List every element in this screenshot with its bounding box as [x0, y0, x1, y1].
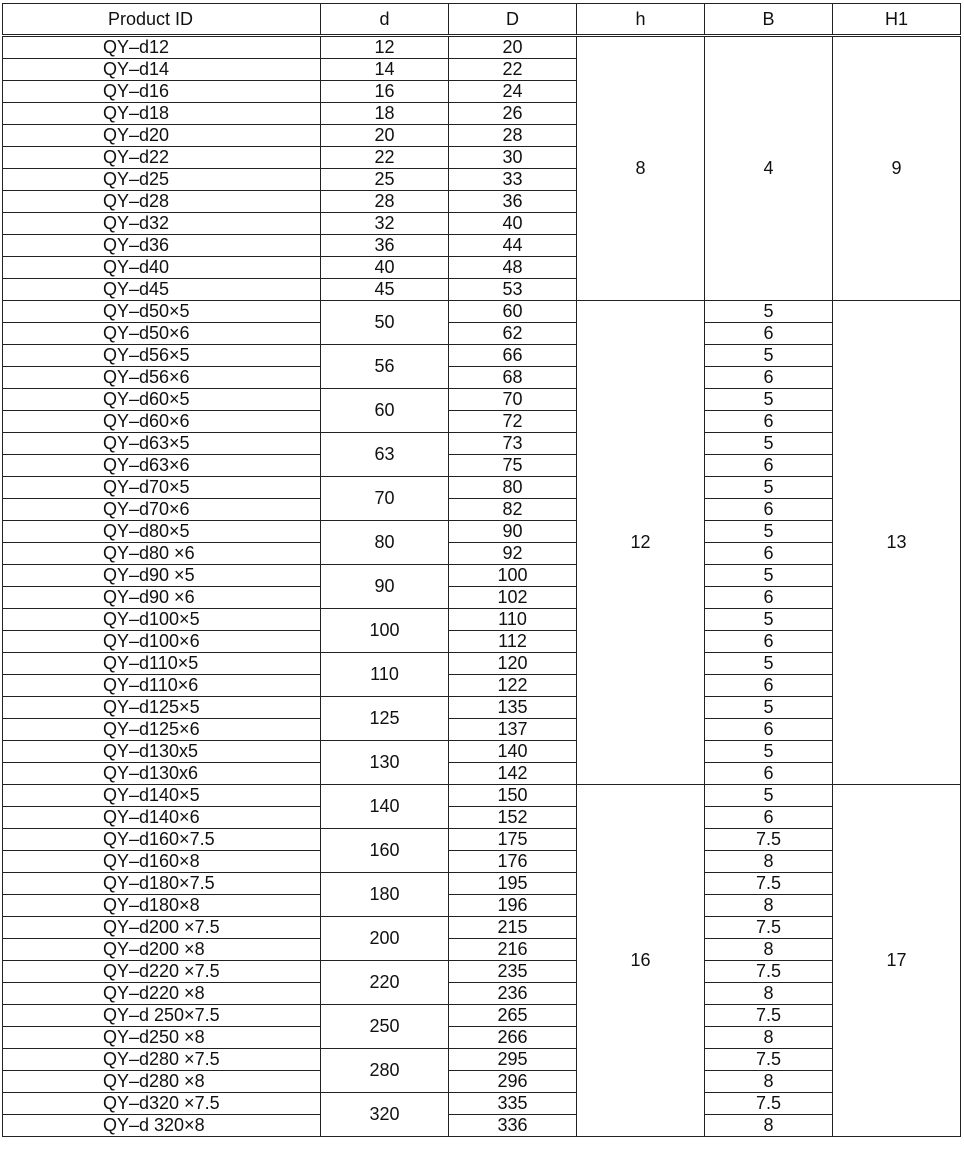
B-cell: 7.5	[705, 1049, 833, 1071]
table-row	[3, 345, 961, 367]
product-id-cell: QY–d56×6	[3, 367, 321, 389]
product-id-cell: QY–d 320×8	[3, 1115, 321, 1137]
B-cell: 5	[705, 521, 833, 543]
product-id-cell: QY–d200 ×7.5	[3, 917, 321, 939]
D-cell: 137	[449, 719, 577, 741]
d-cell: 40	[321, 257, 449, 279]
product-id-cell: QY–d20	[3, 125, 321, 147]
product-id-cell: QY–d36	[3, 235, 321, 257]
d-cell: 140	[321, 785, 449, 829]
D-cell: 62	[449, 323, 577, 345]
table-row	[3, 807, 961, 829]
header-D: D	[449, 4, 577, 36]
B-cell: 5	[705, 389, 833, 411]
d-cell: 36	[321, 235, 449, 257]
header-B: B	[705, 4, 833, 36]
product-id-cell: QY–d180×8	[3, 895, 321, 917]
D-cell: 176	[449, 851, 577, 873]
table-row	[3, 521, 961, 543]
d-cell: 90	[321, 565, 449, 609]
H1-cell: 17	[833, 785, 961, 1137]
product-id-cell: QY–d140×5	[3, 785, 321, 807]
d-cell: 110	[321, 653, 449, 697]
D-cell: 175	[449, 829, 577, 851]
header-h: h	[577, 4, 705, 36]
table-row	[3, 477, 961, 499]
D-cell: 335	[449, 1093, 577, 1115]
d-cell: 200	[321, 917, 449, 961]
product-id-cell: QY–d45	[3, 279, 321, 301]
B-cell: 5	[705, 345, 833, 367]
d-cell: 70	[321, 477, 449, 521]
d-cell: 320	[321, 1093, 449, 1137]
B-cell: 6	[705, 631, 833, 653]
B-cell: 6	[705, 807, 833, 829]
D-cell: 82	[449, 499, 577, 521]
D-cell: 235	[449, 961, 577, 983]
d-cell: 63	[321, 433, 449, 477]
B-cell: 5	[705, 697, 833, 719]
product-id-cell: QY–d130x5	[3, 741, 321, 763]
product-id-cell: QY–d280 ×7.5	[3, 1049, 321, 1071]
D-cell: 216	[449, 939, 577, 961]
d-cell: 45	[321, 279, 449, 301]
D-cell: 196	[449, 895, 577, 917]
B-cell: 8	[705, 983, 833, 1005]
d-cell: 32	[321, 213, 449, 235]
table-row	[3, 939, 961, 961]
B-cell: 6	[705, 367, 833, 389]
D-cell: 60	[449, 301, 577, 323]
product-id-cell: QY–d14	[3, 59, 321, 81]
B-cell: 6	[705, 587, 833, 609]
B-cell: 8	[705, 1071, 833, 1093]
product-id-cell: QY–d80×5	[3, 521, 321, 543]
B-cell: 5	[705, 653, 833, 675]
D-cell: 36	[449, 191, 577, 213]
table-row	[3, 917, 961, 939]
product-id-cell: QY–d70×6	[3, 499, 321, 521]
D-cell: 295	[449, 1049, 577, 1071]
product-id-cell: QY–d18	[3, 103, 321, 125]
table-row	[3, 455, 961, 477]
product-id-cell: QY–d100×6	[3, 631, 321, 653]
header-d: d	[321, 4, 449, 36]
B-cell: 6	[705, 455, 833, 477]
d-cell: 80	[321, 521, 449, 565]
D-cell: 110	[449, 609, 577, 631]
D-cell: 142	[449, 763, 577, 785]
D-cell: 33	[449, 169, 577, 191]
B-cell: 5	[705, 565, 833, 587]
table-row	[3, 895, 961, 917]
B-cell: 8	[705, 1027, 833, 1049]
product-id-cell: QY–d140×6	[3, 807, 321, 829]
B-cell: 5	[705, 433, 833, 455]
D-cell: 68	[449, 367, 577, 389]
header-H1: H1	[833, 4, 961, 36]
table-body	[3, 36, 961, 1137]
D-cell: 73	[449, 433, 577, 455]
D-cell: 120	[449, 653, 577, 675]
product-id-cell: QY–d280 ×8	[3, 1071, 321, 1093]
d-cell: 22	[321, 147, 449, 169]
product-id-cell: QY–d 250×7.5	[3, 1005, 321, 1027]
product-id-cell: QY–d56×5	[3, 345, 321, 367]
product-id-cell: QY–d63×5	[3, 433, 321, 455]
B-cell: 7.5	[705, 829, 833, 851]
product-id-cell: QY–d100×5	[3, 609, 321, 631]
d-cell: 130	[321, 741, 449, 785]
h-cell: 8	[577, 36, 705, 301]
table-row	[3, 719, 961, 741]
D-cell: 122	[449, 675, 577, 697]
product-id-cell: QY–d220 ×8	[3, 983, 321, 1005]
B-cell: 6	[705, 763, 833, 785]
D-cell: 140	[449, 741, 577, 763]
H1-cell: 9	[833, 36, 961, 301]
table-row	[3, 1027, 961, 1049]
table-row	[3, 763, 961, 785]
B-cell: 7.5	[705, 873, 833, 895]
d-cell: 250	[321, 1005, 449, 1049]
d-cell: 16	[321, 81, 449, 103]
product-id-cell: QY–d32	[3, 213, 321, 235]
table-row	[3, 697, 961, 719]
table-row	[3, 961, 961, 983]
product-id-cell: QY–d28	[3, 191, 321, 213]
table-row	[3, 785, 961, 807]
product-id-cell: QY–d25	[3, 169, 321, 191]
d-cell: 12	[321, 36, 449, 59]
B-cell: 5	[705, 301, 833, 323]
D-cell: 66	[449, 345, 577, 367]
table-row	[3, 1005, 961, 1027]
B-cell: 5	[705, 785, 833, 807]
product-id-cell: QY–d220 ×7.5	[3, 961, 321, 983]
table-row	[3, 543, 961, 565]
table-row	[3, 587, 961, 609]
D-cell: 44	[449, 235, 577, 257]
D-cell: 24	[449, 81, 577, 103]
B-cell: 7.5	[705, 961, 833, 983]
D-cell: 28	[449, 125, 577, 147]
product-id-cell: QY–d110×6	[3, 675, 321, 697]
product-id-cell: QY–d16	[3, 81, 321, 103]
D-cell: 92	[449, 543, 577, 565]
D-cell: 100	[449, 565, 577, 587]
B-cell: 7.5	[705, 917, 833, 939]
D-cell: 72	[449, 411, 577, 433]
d-cell: 180	[321, 873, 449, 917]
B-cell: 6	[705, 543, 833, 565]
d-cell: 20	[321, 125, 449, 147]
product-id-cell: QY–d320 ×7.5	[3, 1093, 321, 1115]
product-id-cell: QY–d130x6	[3, 763, 321, 785]
h-cell: 12	[577, 301, 705, 785]
D-cell: 265	[449, 1005, 577, 1027]
product-id-cell: QY–d250 ×8	[3, 1027, 321, 1049]
table-row	[3, 1049, 961, 1071]
D-cell: 40	[449, 213, 577, 235]
B-cell: 8	[705, 851, 833, 873]
B-cell: 6	[705, 719, 833, 741]
D-cell: 236	[449, 983, 577, 1005]
header-product-id: Product ID	[3, 4, 321, 36]
table-row	[3, 1093, 961, 1115]
D-cell: 296	[449, 1071, 577, 1093]
table-row	[3, 1115, 961, 1137]
product-id-cell: QY–d125×6	[3, 719, 321, 741]
D-cell: 90	[449, 521, 577, 543]
product-id-cell: QY–d40	[3, 257, 321, 279]
B-cell: 6	[705, 675, 833, 697]
product-id-cell: QY–d80 ×6	[3, 543, 321, 565]
product-id-cell: QY–d160×8	[3, 851, 321, 873]
table-row	[3, 433, 961, 455]
d-cell: 25	[321, 169, 449, 191]
d-cell: 125	[321, 697, 449, 741]
table-row	[3, 631, 961, 653]
B-cell: 5	[705, 741, 833, 763]
D-cell: 26	[449, 103, 577, 125]
product-id-cell: QY–d63×6	[3, 455, 321, 477]
B-cell: 6	[705, 499, 833, 521]
B-cell: 7.5	[705, 1093, 833, 1115]
table-row	[3, 323, 961, 345]
H1-cell: 13	[833, 301, 961, 785]
D-cell: 70	[449, 389, 577, 411]
D-cell: 135	[449, 697, 577, 719]
d-cell: 18	[321, 103, 449, 125]
D-cell: 336	[449, 1115, 577, 1137]
D-cell: 112	[449, 631, 577, 653]
product-id-cell: QY–d110×5	[3, 653, 321, 675]
D-cell: 22	[449, 59, 577, 81]
table-row	[3, 499, 961, 521]
D-cell: 48	[449, 257, 577, 279]
table-row	[3, 653, 961, 675]
D-cell: 215	[449, 917, 577, 939]
product-id-cell: QY–d125×5	[3, 697, 321, 719]
table-row	[3, 36, 961, 59]
product-id-cell: QY–d60×6	[3, 411, 321, 433]
d-cell: 50	[321, 301, 449, 345]
B-cell: 6	[705, 411, 833, 433]
table-row	[3, 411, 961, 433]
table-row	[3, 675, 961, 697]
B-cell: 5	[705, 609, 833, 631]
h-cell: 16	[577, 785, 705, 1137]
table-row	[3, 301, 961, 323]
d-cell: 60	[321, 389, 449, 433]
product-id-cell: QY–d180×7.5	[3, 873, 321, 895]
table-row	[3, 851, 961, 873]
D-cell: 53	[449, 279, 577, 301]
D-cell: 152	[449, 807, 577, 829]
d-cell: 220	[321, 961, 449, 1005]
D-cell: 75	[449, 455, 577, 477]
B-cell: 8	[705, 1115, 833, 1137]
table-row	[3, 829, 961, 851]
product-spec-table	[2, 3, 961, 1137]
table-row	[3, 983, 961, 1005]
B-cell: 6	[705, 323, 833, 345]
product-id-cell: QY–d60×5	[3, 389, 321, 411]
product-id-cell: QY–d160×7.5	[3, 829, 321, 851]
product-id-cell: QY–d12	[3, 36, 321, 59]
table-row	[3, 1071, 961, 1093]
product-id-cell: QY–d90 ×5	[3, 565, 321, 587]
B-cell: 7.5	[705, 1005, 833, 1027]
B-cell: 4	[705, 36, 833, 301]
B-cell: 8	[705, 939, 833, 961]
table-row	[3, 741, 961, 763]
d-cell: 100	[321, 609, 449, 653]
product-id-cell: QY–d22	[3, 147, 321, 169]
D-cell: 20	[449, 36, 577, 59]
table-row	[3, 609, 961, 631]
d-cell: 56	[321, 345, 449, 389]
B-cell: 8	[705, 895, 833, 917]
table-row	[3, 565, 961, 587]
product-id-cell: QY–d50×5	[3, 301, 321, 323]
header-row	[3, 4, 961, 36]
d-cell: 280	[321, 1049, 449, 1093]
D-cell: 30	[449, 147, 577, 169]
d-cell: 14	[321, 59, 449, 81]
product-id-cell: QY–d50×6	[3, 323, 321, 345]
d-cell: 28	[321, 191, 449, 213]
product-id-cell: QY–d70×5	[3, 477, 321, 499]
table-row	[3, 873, 961, 895]
table-row	[3, 367, 961, 389]
D-cell: 266	[449, 1027, 577, 1049]
B-cell: 5	[705, 477, 833, 499]
D-cell: 102	[449, 587, 577, 609]
d-cell: 160	[321, 829, 449, 873]
D-cell: 80	[449, 477, 577, 499]
D-cell: 195	[449, 873, 577, 895]
spec-table-wrapper	[2, 3, 961, 1137]
D-cell: 150	[449, 785, 577, 807]
table-row	[3, 389, 961, 411]
product-id-cell: QY–d90 ×6	[3, 587, 321, 609]
product-id-cell: QY–d200 ×8	[3, 939, 321, 961]
